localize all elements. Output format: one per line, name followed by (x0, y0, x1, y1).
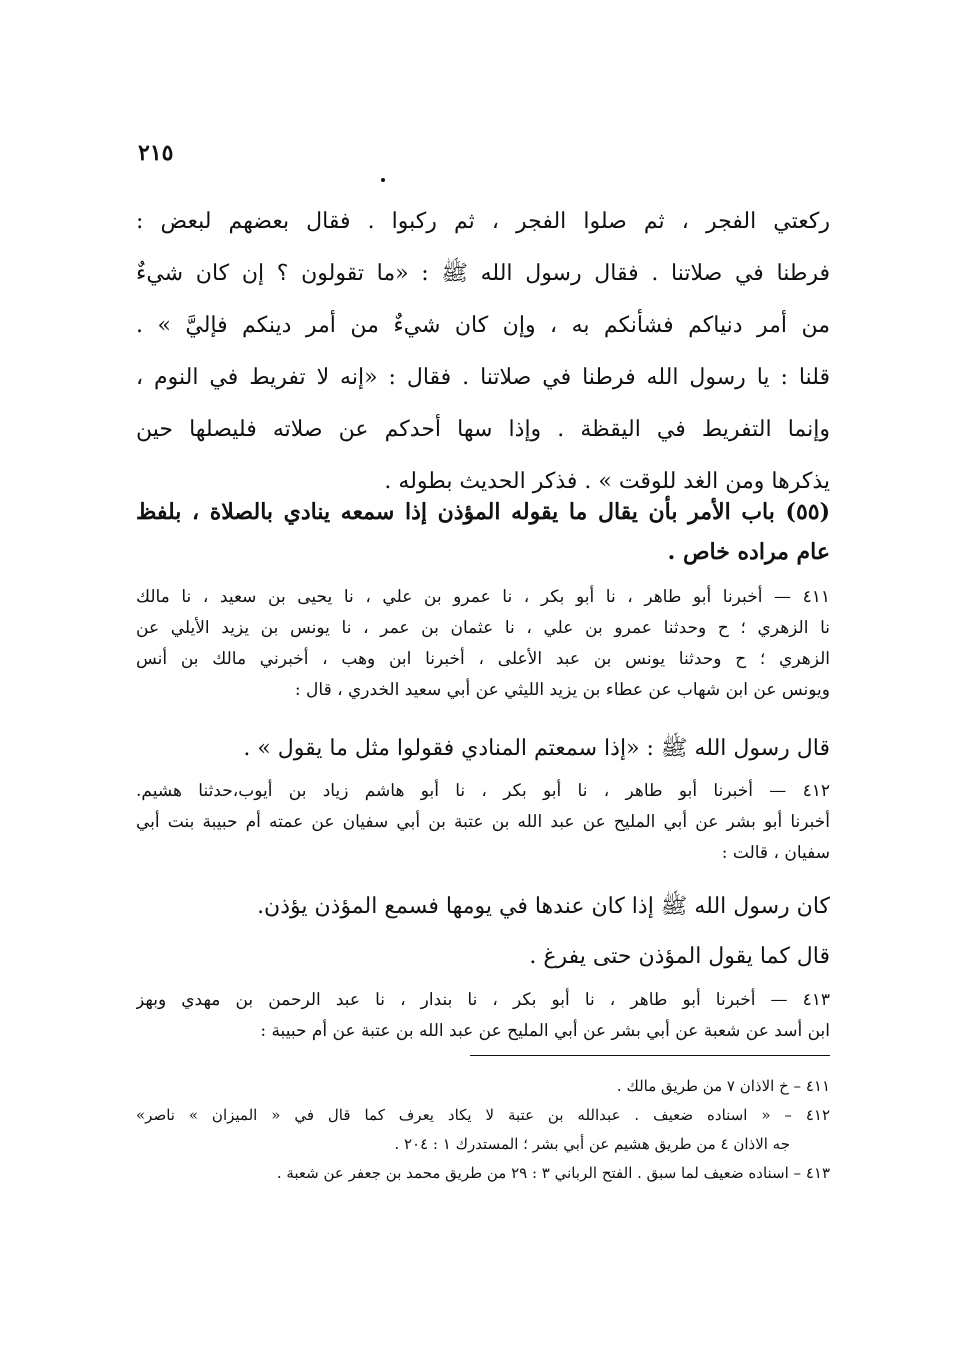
narrative-paragraph (136, 196, 830, 508)
heading-line: عام مراده خاص . (667, 539, 830, 565)
ink-dot (381, 178, 385, 182)
footnote-line: ٤١٢ – « اسناده ضعيف . عبدالله بن عتبة لا يكاد يعرف كما قال في « الميزان » ناصر» (136, 1106, 830, 1124)
footnote-line: جه الاذان ٤ من طريق هشيم عن أبي بشر ؛ المستدرك ١ : ٢٠٤ . (394, 1135, 790, 1153)
isnad-line: الزهري ؛ ح وحدثنا يونس بن عبد الأعلى ، أخبرنا ابن وهب ، أخبرني مالك بن أنس (136, 649, 830, 669)
footnote-line: ٤١٣ – اسناده ضعيف لما سبق . الفتح الرباني ٣ : ٢٩ من طريق محمد بن جعفر عن شعبة . (276, 1164, 830, 1182)
footnote-line: ٤١١ – خ الاذان ٧ من طريق مالك . (616, 1077, 830, 1095)
matn-line: كان رسول الله ﷺ إذا كان عندها في يومها فسمع المؤذن يؤذن. (257, 894, 830, 919)
matn-line: قال رسول الله ﷺ : «إذا سمعتم المنادي فقولوا مثل ما يقول » . (243, 736, 830, 761)
chapter-heading (136, 492, 830, 572)
isnad-line: ٤١٣ — أخبرنا أبو طاهر ، نا أبو بكر ، نا بندار ، نا عبد الرحمن بن مهدي وبهز (136, 990, 830, 1010)
hadith-411-isnad (136, 582, 830, 706)
text-line: يذكرها ومن الغد للوقت » . فذكر الحديث بطوله . (384, 469, 830, 494)
isnad-line: ٤١١ — أخبرنا أبو طاهر ، نا أبو بكر ، نا عمرو بن علي ، نا يحيى بن سعيد ، نا مالك (136, 587, 830, 607)
text-line: ركعتي الفجر ، ثم صلوا الفجر ، ثم ركبوا . فقال بعضهم لبعض : (136, 209, 830, 234)
hadith-412-matn (136, 882, 830, 982)
page-number: ٢١٥ (138, 140, 174, 166)
isnad-line: ٤١٢ — أخبرنا أبو طاهر ، نا أبو بكر ، نا أبو هاشم زياد بن أيوب،حدثنا هشيم. (136, 781, 830, 801)
isnad-line: نا الزهري ؛ ح وحدثنا عمرو بن علي ، نا عثمان بن عمر ، نا يونس بن يزيد الأيلي عن (136, 618, 830, 638)
hadith-412-isnad (136, 776, 830, 869)
footnote-divider (470, 1055, 830, 1056)
text-line: من أمر دنياكم فشأنكم به ، وإن كان شيءٌ من أمر دينكم فإليَّ » . (136, 313, 830, 338)
isnad-line: سفيان ، قالت : (721, 843, 830, 863)
matn-line: قال كما يقول المؤذن حتى يفرغ . (529, 944, 830, 969)
text-line: وإنما التفريط في اليقظة . وإذا سها أحدكم عن صلاته فليصلها حين (136, 417, 830, 442)
isnad-line: أخبرنا أبو بشر عن أبي المليح عن عبد الله بن عتبة بن أبي سفيان عن عمته أم حبيبة بنت أبي (136, 812, 830, 832)
footnotes (136, 1072, 830, 1188)
hadith-413-isnad (136, 985, 830, 1047)
text-line: فرطنا في صلاتنا . فقال رسول الله ﷺ : «ما تقولون ؟ إن كان شيءٌ (136, 261, 830, 286)
hadith-411-matn (136, 728, 830, 770)
isnad-line: ويونس عن ابن شهاب عن عطاء بن يزيد الليثي عن أبي سعيد الخدري ، قال : (294, 680, 830, 700)
isnad-line: ابن أسد عن شعبة عن أبي بشر عن أبي المليح عن عبد الله بن عتبة عن أم حبيبة : (260, 1021, 830, 1041)
heading-line: (٥٥) باب الأمر بأن يقال ما يقوله المؤذن إذا سمعه ينادي بالصلاة ، بلفظ (136, 499, 830, 525)
text-line: قلنا : يا رسول الله فرطنا في صلاتنا . فقال : «إنه لا تفريط في النوم ، (136, 365, 830, 390)
